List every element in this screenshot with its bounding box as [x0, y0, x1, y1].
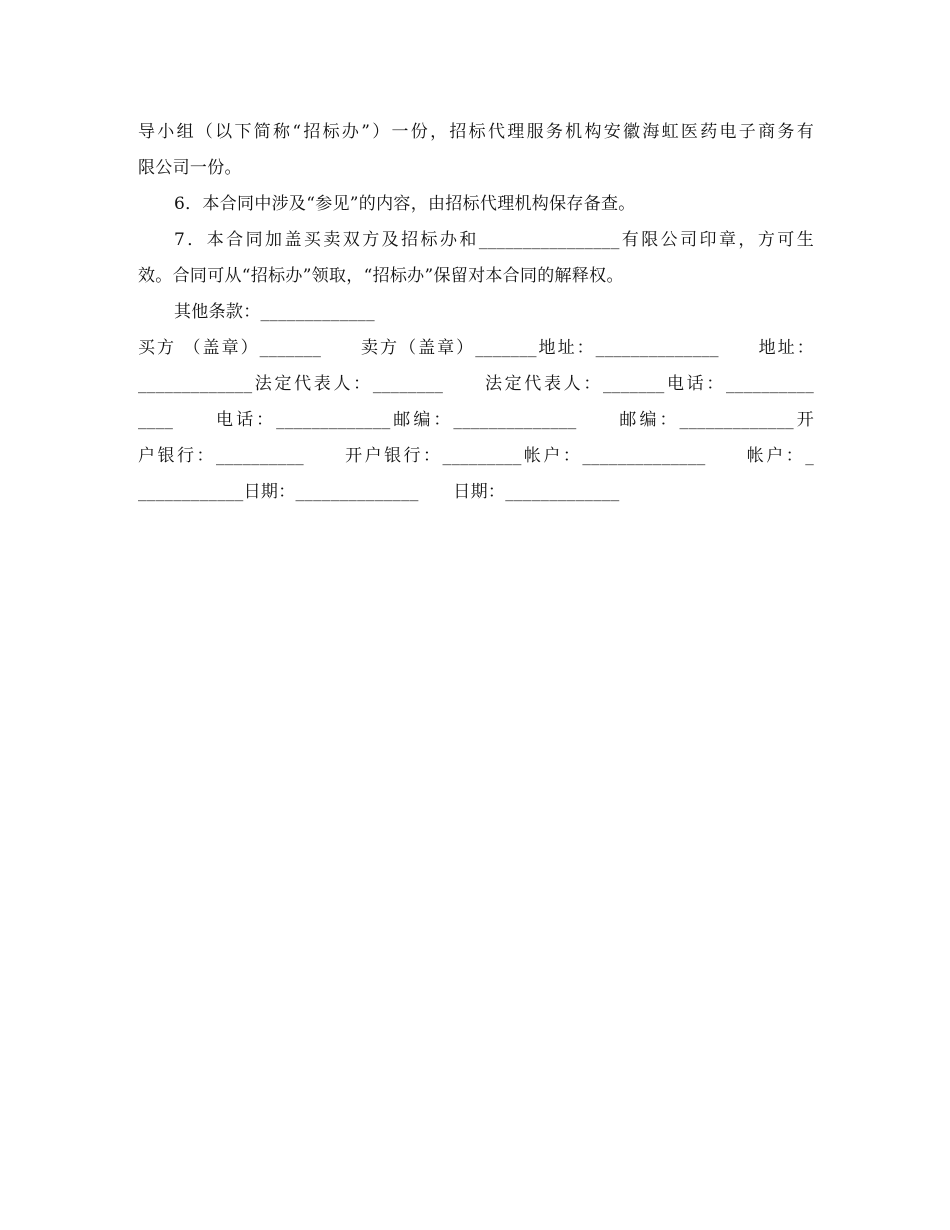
text-line-2: 限公司一份。: [138, 158, 242, 178]
signature-line-1: 买方 （盖章）_______ 卖方（盖章）_______地址：______________ 地址：: [138, 338, 814, 358]
signature-line-4: 户银行：__________ 开户银行：_________帐户：______________ 帐户：_: [138, 446, 814, 466]
clause-7: 7．本合同加盖买卖双方及招标办和________________有限公司印章，方可生: [174, 230, 814, 250]
signature-line-2: _____________法定代表人：________ 法定代表人：_______电话：__________: [138, 374, 814, 394]
other-terms-line: 其他条款：_____________: [174, 302, 375, 322]
clause-7-continued: 效。合同可从“招标办”领取，“招标办”保留对本合同的解释权。: [138, 266, 624, 286]
clause-6: 6．本合同中涉及“参见”的内容，由招标代理机构保存备查。: [174, 194, 636, 214]
text-line-1: 导小组（以下简称“招标办”）一份，招标代理服务机构安徽海虹医药电子商务有: [138, 122, 814, 142]
signature-line-3: ____ 电话：_____________邮编：______________ 邮编：_____________开: [138, 410, 814, 430]
contract-text: [138, 114, 814, 510]
signature-line-5: ____________日期：______________ 日期：_____________: [138, 482, 620, 502]
